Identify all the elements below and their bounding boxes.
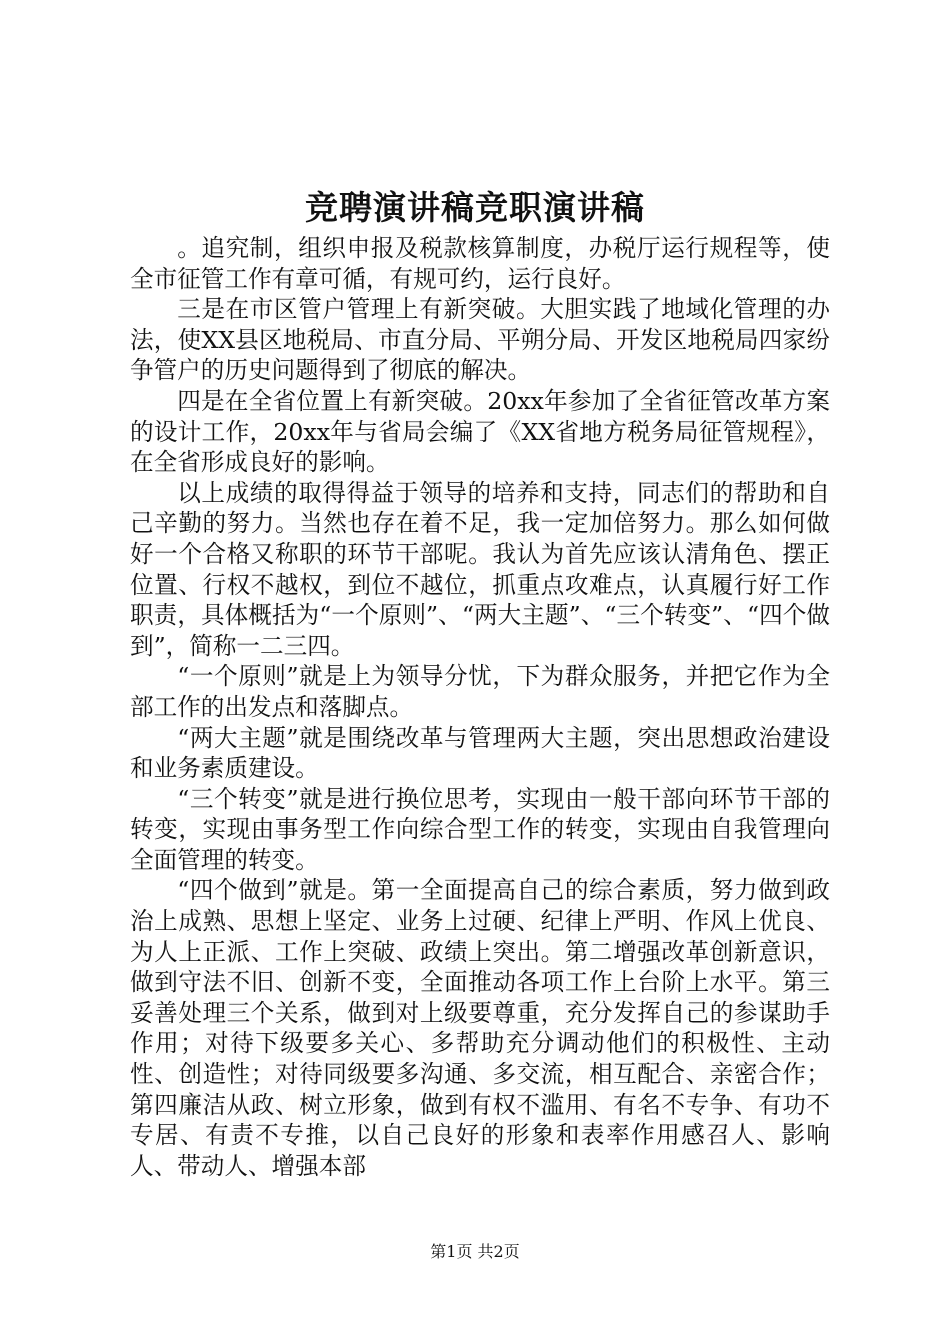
paragraph: 。追究制，组织申报及税款核算制度，办税厅运行规程等，使全市征管工作有章可循，有规可约，运行良好。 [130, 234, 830, 293]
paragraph: 三是在市区管户管理上有新突破。大胆实践了地域化管理的办法，使XX县区地税局、市直分局、平朔分局、开发区地税局四家纷争管户的历史问题得到了彻底的解决。 [130, 295, 830, 385]
paragraph: “一个原则”就是上为领导分忧，下为群众服务，并把它作为全部工作的出发点和落脚点。 [130, 662, 830, 721]
document-title: 竞聘演讲稿竞职演讲稿 [305, 188, 645, 227]
paragraph: “四个做到”就是。第一全面提高自己的综合素质，努力做到政治上成熟、思想上坚定、业务上过硬、纪律上严明、作风上优良、为人上正派、工作上突破、政绩上突出。第二增强改革创新意识，做到守法不旧、创新不变，全面推动各项工作上台阶上水平。第三妥善处理三个关系，做到对上级要尊重，充分发挥自己的参谋助手作用；对待下级要多关心、多帮助充分调动他们的积极性、主动性、创造性；对待同级要多沟通、多交流，相互配合、亲密合作；第四廉洁从政、树立形象，做到有权不滥用、有名不专争、有功不专居、有责不专推，以自己良好的形象和表率作用感召人、影响人、带动人、增强本部 [130, 876, 830, 1180]
document-body [130, 233, 830, 1181]
paragraph: “两大主题”就是围绕改革与管理两大主题，突出思想政治建设和业务素质建设。 [130, 723, 830, 783]
paragraph: 以上成绩的取得得益于领导的培养和支持，同志们的帮助和自己辛勤的努力。当然也存在着不足，我一定加倍努力。那么如何做好一个合格又称职的环节干部呢。我认为首先应该认清角色、摆正位置、行权不越权，到位不越位，抓重点攻难点，认真履行好工作职责，具体概括为“一个原则”、“两大主题”、“三个转变”、“四个做到”，简称一二三四。 [130, 478, 830, 660]
page-footer: 第1页 共2页 [430, 1242, 520, 1261]
paragraph: 四是在全省位置上有新突破。20xx年参加了全省征管改革方案的设计工作，20xx年与省局会编了《XX省地方税务局征管规程》，在全省形成良好的影响。 [130, 386, 830, 477]
paragraph: “三个转变”就是进行换位思考，实现由一般干部向环节干部的转变，实现由事务型工作向综合型工作的转变，实现由自我管理向全面管理的转变。 [130, 784, 830, 874]
